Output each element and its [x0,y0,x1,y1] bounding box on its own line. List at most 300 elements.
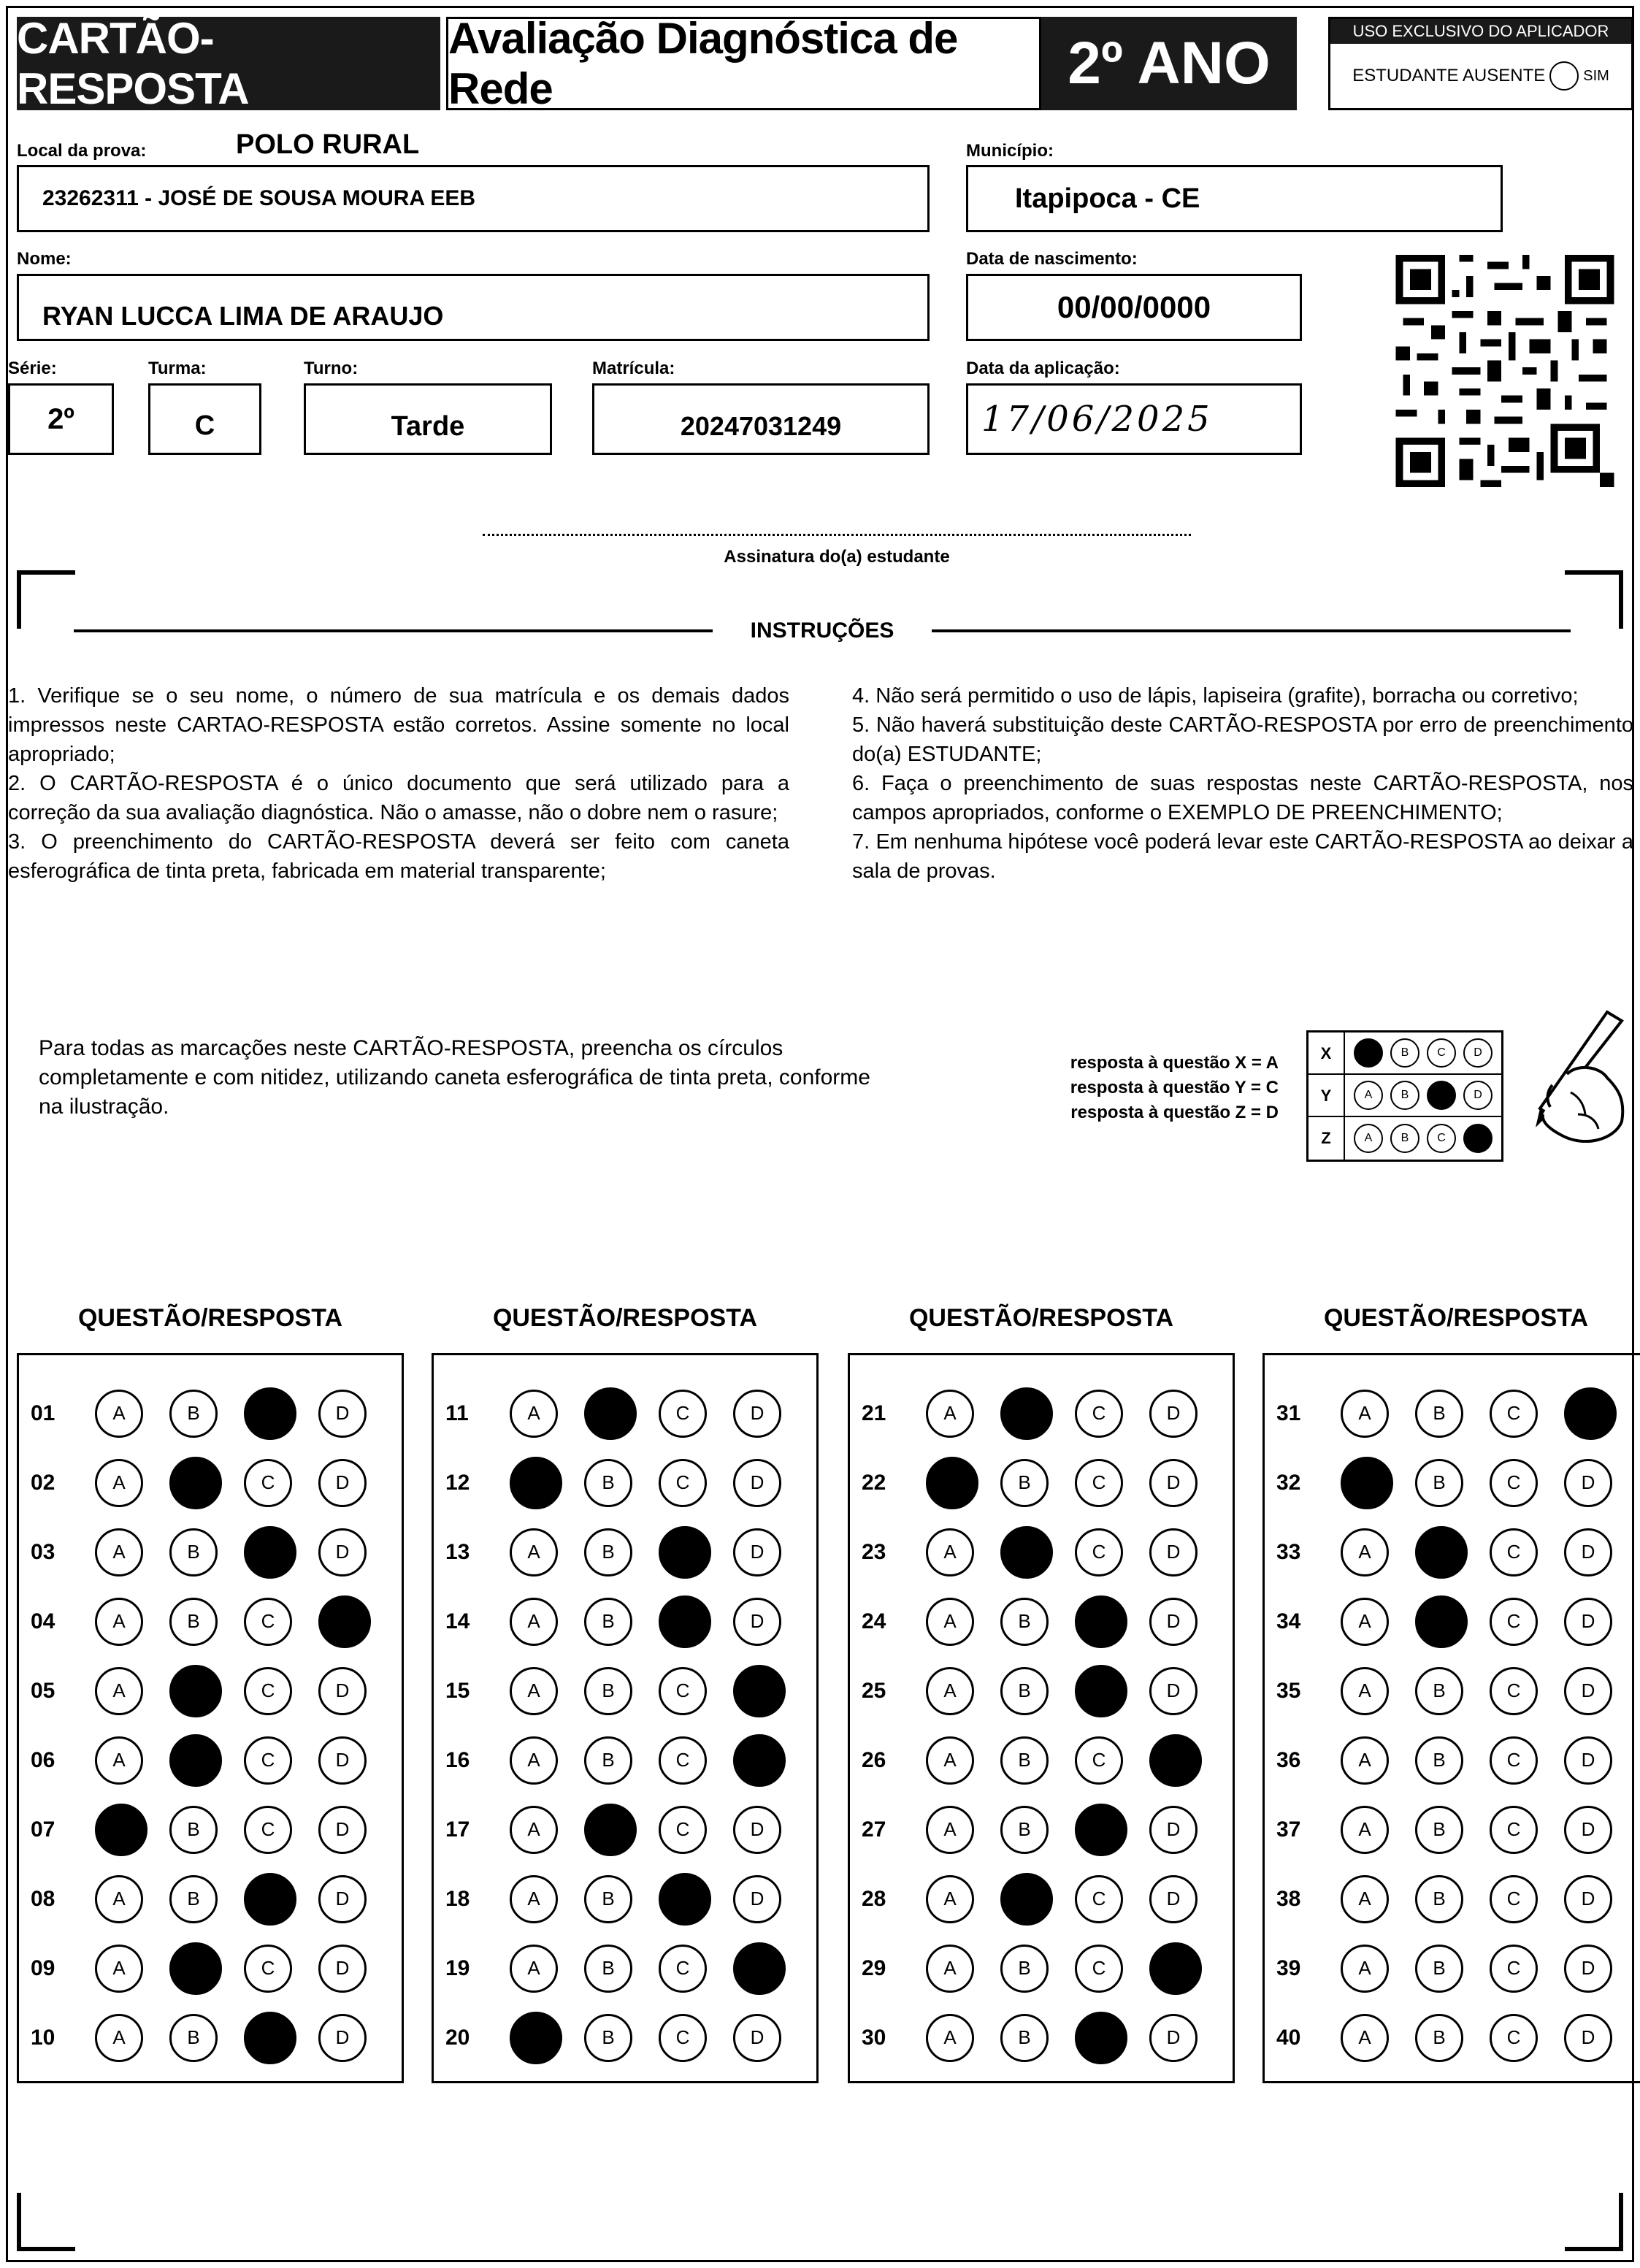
answer-bubble-b[interactable]: B [1415,1875,1463,1923]
question-row [19,1934,402,2003]
question-number: 28 [862,1886,886,1911]
municipio-field [966,165,1503,232]
question-row [434,1864,816,1934]
answer-bubble-b[interactable]: B [1415,2014,1463,2062]
nome-value: RYAN LUCCA LIMA DE ARAUJO [42,301,444,331]
answer-bubble-a[interactable]: A [510,1875,558,1923]
answer-bubble-c[interactable]: C [1490,1390,1538,1438]
question-row [1265,1725,1640,1795]
answer-bubble-c[interactable]: C [1075,1945,1123,1993]
answer-bubble-d[interactable]: D [733,1459,781,1507]
answer-bubble-a[interactable]: A [926,1390,974,1438]
answer-bubble-a[interactable]: A [926,1806,974,1854]
answer-bubble-d[interactable]: D [1149,1528,1198,1577]
answer-bubble-c[interactable]: C [1490,1598,1538,1646]
example-bubble-d: D [1463,1081,1493,1110]
question-number: 25 [862,1678,886,1703]
answer-bubble-d-filled[interactable] [733,1734,786,1787]
answer-bubble-a[interactable]: A [95,1459,143,1507]
answer-bubble-a[interactable]: A [95,1945,143,1993]
answer-bubble-a[interactable]: A [1341,1736,1389,1785]
answer-bubble-c[interactable]: C [659,1806,707,1854]
answer-bubble-c[interactable]: C [659,2014,707,2062]
answer-bubble-d[interactable]: D [318,1945,367,1993]
answer-bubble-d[interactable]: D [318,1667,367,1715]
instruction-item: 5. Não haverá substituição deste CARTÃO-RESPOSTA por erro de preenchimento do(a) ESTUDANTE; [852,713,1633,766]
serie-value: 2º [47,402,74,435]
example-bubble-d [1463,1124,1493,1153]
answer-bubble-b[interactable]: B [1000,1459,1049,1507]
question-number: 16 [445,1747,470,1772]
answer-bubble-a-filled[interactable] [1341,1457,1393,1509]
answer-bubble-a-filled[interactable] [926,1457,978,1509]
answer-bubble-a[interactable]: A [95,1875,143,1923]
example-bubble-b: B [1390,1124,1419,1153]
answer-bubble-b-filled[interactable] [1415,1526,1468,1579]
answer-bubble-b[interactable]: B [1415,1945,1463,1993]
answer-bubble-d-filled[interactable] [318,1595,371,1648]
answer-bubble-d-filled[interactable] [1149,1734,1202,1787]
answer-bubble-a[interactable]: A [510,1806,558,1854]
card-title: CARTÃO-RESPOSTA [17,17,440,110]
answer-bubble-b-filled[interactable] [169,1457,222,1509]
answer-bubble-c[interactable]: C [244,1459,292,1507]
answer-bubble-c[interactable]: C [244,1945,292,1993]
answer-bubble-d[interactable]: D [318,1528,367,1577]
answer-bubble-a[interactable]: A [95,2014,143,2062]
question-number: 20 [445,2025,470,2050]
answer-bubble-d[interactable]: D [1149,1390,1198,1438]
answer-bubble-d[interactable]: D [318,1390,367,1438]
answer-bubble-c[interactable]: C [1075,1528,1123,1577]
question-number: 29 [862,1955,886,1980]
answer-bubble-c[interactable]: C [1490,2014,1538,2062]
turno-label: Turno: [304,359,359,378]
answer-bubble-a[interactable]: A [510,1945,558,1993]
answer-bubble-b[interactable]: B [169,1528,218,1577]
answer-bubble-c[interactable]: C [244,1667,292,1715]
nome-label: Nome: [17,249,72,269]
answer-bubble-b[interactable]: B [1415,1390,1463,1438]
question-number: 10 [31,2025,55,2050]
example-row [1308,1033,1501,1075]
answer-bubble-c[interactable]: C [659,1390,707,1438]
answer-bubble-c-filled[interactable] [244,1387,296,1440]
instruction-item: 4. Não será permitido o uso de lápis, lapiseira (grafite), borracha ou corretivo; [852,684,1579,708]
instructions-header [74,618,1571,643]
answer-bubble-b[interactable]: B [584,1875,632,1923]
instruction-item: 7. Em nenhuma hipótese você poderá levar este CARTÃO-RESPOSTA ao deixar a sala de provas. [852,830,1633,883]
turma-label: Turma: [148,359,207,378]
answer-bubble-c-filled[interactable] [1075,1804,1127,1856]
question-number: 02 [31,1470,55,1495]
answer-bubble-c-filled[interactable] [1075,1595,1127,1648]
answer-bubble-b-filled[interactable] [584,1387,637,1440]
example-question-label: X [1308,1033,1345,1073]
answer-bubble-a[interactable]: A [95,1736,143,1785]
answer-bubble-a-filled[interactable] [510,1457,562,1509]
answer-bubble-b-filled[interactable] [1000,1526,1053,1579]
example-labels [1016,1051,1279,1125]
answer-bubble-a[interactable]: A [95,1528,143,1577]
example-bubble-a [1354,1038,1383,1068]
example-bubble-c: C [1427,1124,1456,1153]
answer-bubble-d[interactable]: D [733,1390,781,1438]
applicator-box [1328,17,1633,110]
matricula-value: 20247031249 [680,411,842,441]
question-number: 07 [31,1817,55,1842]
answer-column [1262,1353,1640,2083]
column-title: QUESTÃO/RESPOSTA [77,1304,343,1332]
answer-bubble-b[interactable]: B [169,1598,218,1646]
answer-bubble-b[interactable]: B [1000,1806,1049,1854]
answer-bubble-c[interactable]: C [659,1736,707,1785]
example-label: resposta à questão X = A [1070,1053,1279,1073]
instruction-item: 2. O CARTÃO-RESPOSTA é o único documento que será utilizado para a correção da sua avaliação diagnóstica. Não o amasse, não o dobre nem o rasure; [8,772,789,824]
answer-column [848,1353,1235,2083]
municipio-value: Itapipoca - CE [1015,183,1200,214]
instruction-item: 3. O preenchimento do CARTÃO-RESPOSTA deverá ser feito com caneta esferográfica de tinta preta, fabricada em material transparente; [8,830,789,883]
qr-code [1395,255,1614,487]
answer-bubble-a[interactable]: A [510,1598,558,1646]
answer-bubble-d[interactable]: D [733,2014,781,2062]
question-row [434,1795,816,1864]
question-row [19,1656,402,1725]
answer-bubble-a[interactable]: A [95,1390,143,1438]
instructions-left [8,681,789,886]
answer-bubble-d[interactable]: D [1564,1736,1612,1785]
question-number: 38 [1276,1886,1301,1911]
answer-bubble-d[interactable]: D [1564,1875,1612,1923]
question-row [19,1725,402,1795]
answer-bubble-c[interactable]: C [1490,1806,1538,1854]
question-number: 13 [445,1539,470,1564]
local-value: 23262311 - JOSÉ DE SOUSA MOURA EEB [42,186,475,210]
answer-column [17,1353,404,2083]
question-number: 01 [31,1401,55,1425]
question-number: 11 [445,1401,469,1425]
question-row [1265,1587,1640,1656]
answer-bubble-d[interactable]: D [733,1875,781,1923]
question-number: 27 [862,1817,886,1842]
question-row [850,1795,1233,1864]
answer-bubble-d[interactable]: D [1564,1528,1612,1577]
answer-bubble-d-filled[interactable] [733,1665,786,1717]
answer-bubble-a[interactable]: A [926,1528,974,1577]
question-row [19,1587,402,1656]
answer-bubble-d[interactable]: D [733,1528,781,1577]
answer-bubble-a[interactable]: A [95,1667,143,1715]
answer-bubble-b[interactable]: B [1000,1736,1049,1785]
nome-field [17,274,930,341]
answer-bubble-b-filled[interactable] [169,1942,222,1995]
answer-bubble-a[interactable]: A [1341,1667,1389,1715]
example-question-label: Y [1308,1075,1345,1116]
aplicacao-label: Data da aplicação: [966,359,1120,378]
answer-bubble-a[interactable]: A [926,1945,974,1993]
instructions-right [852,681,1633,886]
column-title: QUESTÃO/RESPOSTA [908,1304,1174,1332]
corner-mark-top-left [17,570,75,629]
answer-bubble-a[interactable]: A [510,1528,558,1577]
signature-label: Assinatura do(a) estudante [724,547,950,567]
answer-bubble-a[interactable]: A [926,2014,974,2062]
answer-bubble-b[interactable]: B [169,1806,218,1854]
answer-bubble-b[interactable]: B [584,1598,632,1646]
question-number: 03 [31,1539,55,1564]
aplicacao-field[interactable] [966,383,1302,455]
answer-bubble-c[interactable]: C [244,1736,292,1785]
answer-bubble-c[interactable]: C [1490,1667,1538,1715]
question-row [850,1725,1233,1795]
question-row [850,1517,1233,1587]
signature-line[interactable] [483,534,1191,536]
answer-bubble-d[interactable]: D [1149,1667,1198,1715]
answer-bubble-b[interactable]: B [169,1875,218,1923]
answer-bubble-d[interactable]: D [733,1598,781,1646]
example-label: resposta à questão Y = C [1070,1078,1279,1097]
answer-bubble-b-filled[interactable] [169,1665,222,1717]
example-bubble-a: A [1354,1081,1383,1110]
answer-bubble-c[interactable]: C [1490,1736,1538,1785]
answer-bubble-b[interactable]: B [584,1736,632,1785]
answer-bubble-c[interactable]: C [1075,1736,1123,1785]
question-number: 06 [31,1747,55,1772]
answer-bubble-b[interactable]: B [1415,1806,1463,1854]
example-label: resposta à questão Z = D [1070,1103,1279,1122]
answer-bubble-b[interactable]: B [1000,1945,1049,1993]
answer-bubble-d[interactable]: D [1564,1806,1612,1854]
instructions-title: INSTRUÇÕES [750,618,894,643]
question-number: 17 [445,1817,470,1842]
answer-bubble-c[interactable]: C [659,1945,707,1993]
question-row [434,1517,816,1587]
divider [932,629,1571,632]
answer-bubble-b[interactable]: B [584,1459,632,1507]
question-number: 40 [1276,2025,1301,2050]
answer-column [432,1353,819,2083]
question-number: 32 [1276,1470,1301,1495]
answer-bubble-d[interactable]: D [1564,1459,1612,1507]
question-row [434,1725,816,1795]
answer-bubble-b-filled[interactable] [1415,1595,1468,1648]
question-number: 05 [31,1678,55,1703]
answer-bubble-c[interactable]: C [244,1806,292,1854]
pen-hand-icon [1498,1005,1636,1151]
question-number: 19 [445,1955,470,1980]
answer-bubble-b[interactable]: B [584,2014,632,2062]
answer-bubble-c-filled[interactable] [244,1526,296,1579]
question-row [850,1448,1233,1517]
answer-bubble-a[interactable]: A [1341,1390,1389,1438]
question-row [850,1379,1233,1448]
corner-mark-bottom-left [17,2193,75,2251]
question-number: 26 [862,1747,886,1772]
answer-bubble-a[interactable]: A [926,1736,974,1785]
question-number: 23 [862,1539,886,1564]
answer-bubble-b[interactable]: B [584,1945,632,1993]
answer-bubble-b[interactable]: B [1000,1598,1049,1646]
answer-bubble-d[interactable]: D [1149,1875,1198,1923]
question-number: 35 [1276,1678,1301,1703]
answer-bubble-d[interactable]: D [1564,2014,1612,2062]
answer-bubble-b[interactable]: B [1415,1459,1463,1507]
serie-label: Série: [8,359,57,378]
turno-field [304,383,552,455]
answer-bubble-a[interactable]: A [510,1390,558,1438]
divider [74,629,713,632]
question-row [1265,1934,1640,2003]
answer-bubble-a[interactable]: A [926,1598,974,1646]
answer-bubble-c[interactable]: C [1075,1875,1123,1923]
question-row [1265,2003,1640,2072]
answer-bubble-c-filled[interactable] [244,2012,296,2064]
turma-value: C [194,410,215,441]
question-row [1265,1379,1640,1448]
answer-bubble-c-filled[interactable] [1075,1665,1127,1717]
question-row [434,1587,816,1656]
answer-bubble-d[interactable]: D [1149,2014,1198,2062]
local-field [17,165,930,232]
answer-bubble-d[interactable]: D [318,2014,367,2062]
answer-bubble-b-filled[interactable] [584,1804,637,1856]
nasc-value: 00/00/0000 [1057,290,1211,324]
answer-bubble-d[interactable]: D [1564,1598,1612,1646]
corner-mark-top-right [1565,570,1623,629]
answer-bubble-d-filled[interactable] [733,1942,786,1995]
column-title: QUESTÃO/RESPOSTA [492,1304,758,1332]
answer-bubble-c-filled[interactable] [659,1526,711,1579]
answer-bubble-b-filled[interactable] [1000,1873,1053,1926]
answer-bubble-d[interactable]: D [318,1459,367,1507]
question-row [434,1656,816,1725]
absent-checkbox[interactable] [1549,61,1579,91]
question-number: 22 [862,1470,886,1495]
question-row [434,1379,816,1448]
answer-bubble-d[interactable]: D [1564,1945,1612,1993]
answer-bubble-a[interactable]: A [1341,1945,1389,1993]
answer-bubble-a[interactable]: A [1341,1598,1389,1646]
example-row [1308,1117,1501,1160]
question-number: 15 [445,1678,470,1703]
answer-bubble-b-filled[interactable] [1000,1387,1053,1440]
answer-bubble-c[interactable]: C [659,1459,707,1507]
answer-bubble-c-filled[interactable] [659,1595,711,1648]
local-label: Local da prova: [17,141,147,161]
question-number: 09 [31,1955,55,1980]
answer-bubble-d-filled[interactable] [1564,1387,1617,1440]
answer-bubble-c[interactable]: C [659,1667,707,1715]
answer-bubble-a[interactable]: A [510,1736,558,1785]
example-bubble-c: C [1427,1038,1456,1068]
answer-bubble-d[interactable]: D [733,1806,781,1854]
answer-bubble-d-filled[interactable] [1149,1942,1202,1995]
question-row [19,1864,402,1934]
answer-bubble-b[interactable]: B [1000,1667,1049,1715]
question-number: 24 [862,1609,886,1633]
answer-bubble-d[interactable]: D [1149,1806,1198,1854]
answer-bubble-a[interactable]: A [1341,1806,1389,1854]
question-row [434,2003,816,2072]
example-grid [1306,1030,1503,1162]
question-number: 34 [1276,1609,1301,1633]
example-question-label: Z [1308,1117,1345,1160]
answer-bubble-d[interactable]: D [1149,1598,1198,1646]
answer-bubble-b[interactable]: B [169,1390,218,1438]
exam-title: Avaliação Diagnóstica de Rede [446,17,1041,110]
question-number: 30 [862,2025,886,2050]
question-number: 37 [1276,1817,1301,1842]
answer-bubble-d[interactable]: D [318,1875,367,1923]
question-number: 39 [1276,1955,1301,1980]
answer-bubble-a-filled[interactable] [510,2012,562,2064]
answer-bubble-b[interactable]: B [1415,1736,1463,1785]
answer-bubble-b[interactable]: B [1000,2014,1049,2062]
answer-bubble-c[interactable]: C [1490,1945,1538,1993]
answer-bubble-c[interactable]: C [1490,1528,1538,1577]
question-row [19,1795,402,1864]
answer-bubble-a[interactable]: A [1341,1528,1389,1577]
question-row [850,1587,1233,1656]
example-bubbles [1345,1124,1501,1153]
answer-bubble-a[interactable]: A [926,1875,974,1923]
year-badge: 2º ANO [1041,17,1297,110]
answer-bubble-c-filled[interactable] [659,1873,711,1926]
answer-bubble-c-filled[interactable] [244,1873,296,1926]
answer-bubble-a[interactable]: A [1341,1875,1389,1923]
example-row [1308,1075,1501,1117]
example-bubbles [1345,1081,1501,1110]
answer-bubble-c[interactable]: C [1075,1390,1123,1438]
answer-bubble-d[interactable]: D [318,1806,367,1854]
example-bubble-a: A [1354,1124,1383,1153]
question-number: 33 [1276,1539,1301,1564]
question-row [1265,1517,1640,1587]
instruction-item: 1. Verifique se o seu nome, o número de sua matrícula e os demais dados impressos neste CARTAO-RESPOSTA estão corretos. Assine somente no local apropriado; [8,684,789,766]
example-bubble-b: B [1390,1038,1419,1068]
answer-card [6,6,1634,2262]
answer-bubble-a[interactable]: A [95,1598,143,1646]
answer-bubble-c[interactable]: C [244,1598,292,1646]
answer-bubble-a-filled[interactable] [95,1804,147,1856]
answer-bubble-b[interactable]: B [169,2014,218,2062]
question-row [1265,1864,1640,1934]
example-bubble-d: D [1463,1038,1493,1068]
answer-bubble-a[interactable]: A [1341,2014,1389,2062]
question-row [850,1934,1233,2003]
answer-bubble-d[interactable]: D [1149,1459,1198,1507]
answer-bubble-c-filled[interactable] [1075,2012,1127,2064]
answer-bubble-a[interactable]: A [926,1667,974,1715]
answer-bubble-c[interactable]: C [1490,1875,1538,1923]
answer-bubble-b[interactable]: B [1415,1667,1463,1715]
turma-field [148,383,261,455]
column-title: QUESTÃO/RESPOSTA [1323,1304,1589,1332]
answer-bubble-b[interactable]: B [584,1528,632,1577]
serie-field [8,383,114,455]
question-row [850,2003,1233,2072]
answer-bubble-b-filled[interactable] [169,1734,222,1787]
answer-bubble-c[interactable]: C [1075,1459,1123,1507]
answer-bubble-c[interactable]: C [1490,1459,1538,1507]
answer-bubble-b[interactable]: B [584,1667,632,1715]
applicator-title: USO EXCLUSIVO DO APLICADOR [1330,19,1631,44]
answer-bubble-a[interactable]: A [510,1667,558,1715]
answer-bubble-d[interactable]: D [318,1736,367,1785]
question-number: 08 [31,1886,55,1911]
corner-mark-bottom-right [1565,2193,1623,2251]
answer-bubble-d[interactable]: D [1564,1667,1612,1715]
